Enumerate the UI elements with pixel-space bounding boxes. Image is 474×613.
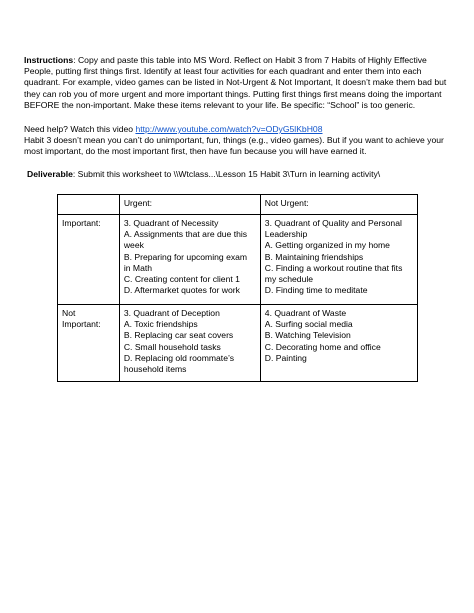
table-corner-cell (58, 195, 120, 215)
instructions-paragraph (24, 55, 452, 111)
video-link[interactable]: http://www.youtube.com/watch?v=ODyG5lKbH08 (135, 124, 323, 134)
list-item: A. Toxic friendships (123, 319, 198, 330)
instructions-text: : Copy and paste this table into MS Word. Reflect on Habit 3 from 7 Habits of Highly Effective People, putting first things first. Identify at least four activities for each quadrant and enter them into each quadrant. For example, video games can be listed in Not-Urgent & Not Important, It doesn’t make them bad but they can rob you of more urgent and more important things. Putting first things first means doing the important BEFORE the non-important. Make these items relevant to your life. Be specific: “School” is too generic. (24, 55, 447, 110)
header-urgent: Urgent: (119, 195, 260, 215)
list-item: D. Finding time to meditate (264, 285, 368, 296)
help-paragraph (24, 124, 452, 158)
deliverable-text: : Submit this worksheet to \\Wtclass...\Lesson 15 Habit 3\Turn in learning activity\ (72, 169, 381, 179)
instructions-label: Instructions (24, 55, 74, 65)
list-item: C. Creating content for client 1 (123, 274, 240, 285)
list-item: A. Surfing social media (264, 319, 353, 330)
quadrant-title: 3. Quadrant of Necessity (123, 218, 219, 228)
list-item: A. Getting organized in my home (264, 240, 390, 251)
cell-important-not-urgent (260, 215, 417, 305)
list-item: C. Finding a workout routine that fits my schedule (264, 262, 403, 285)
deliverable-label: Deliverable (27, 169, 73, 179)
table-row-important (58, 215, 418, 305)
list-item: B. Maintaining friendships (264, 251, 364, 262)
cell-not-important-not-urgent (260, 305, 417, 382)
list-item: D. Replacing old roommate’s household items (123, 352, 235, 375)
quadrant-table (57, 194, 418, 382)
quadrant-title: 4. Quadrant of Waste (264, 308, 347, 318)
help-prefix: Need help? Watch this video (24, 124, 136, 134)
deliverable-paragraph (27, 169, 455, 180)
list-item: B. Preparing for upcoming exam in Math (123, 251, 248, 273)
cell-not-important-urgent (119, 305, 260, 382)
list-item: A. Assignments that are due this week (123, 229, 248, 251)
cell-important-urgent (119, 215, 260, 305)
help-text: Habit 3 doesn’t mean you can’t do unimportant, fun, things (e.g., video games). But if you want to achieve your most important, do the most important first, then have fun because you will have earned it. (24, 135, 444, 157)
list-item: D. Aftermarket quotes for work (123, 285, 240, 296)
list-item: B. Replacing car seat covers (123, 330, 234, 341)
row-label-not-important: Not Important: (58, 305, 120, 382)
table-header-row (58, 195, 418, 215)
table-row-not-important (58, 305, 418, 382)
quadrant-title: 3. Quadrant of Quality and Personal Leadership (264, 218, 402, 240)
quadrant-title: 3. Quadrant of Deception (123, 308, 220, 318)
list-item: C. Small household tasks (123, 341, 221, 352)
list-item: B. Watching Television (264, 330, 351, 341)
row-label-important: Important: (58, 215, 120, 305)
list-item: C. Decorating home and office (264, 341, 381, 352)
list-item: D. Painting (264, 352, 307, 363)
header-not-urgent: Not Urgent: (260, 195, 417, 215)
